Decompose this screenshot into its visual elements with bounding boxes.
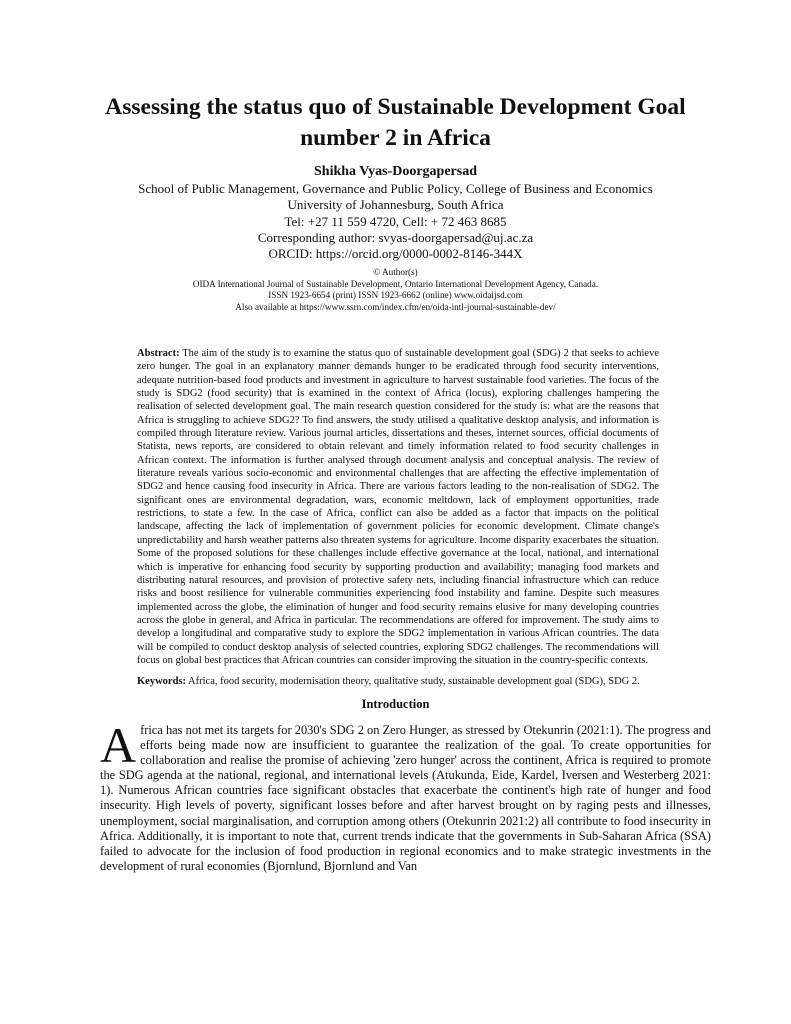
keywords bbox=[137, 675, 659, 688]
author-affiliation: School of Public Management, Governance and Public Policy, College of Business and Economics bbox=[138, 181, 653, 196]
title-line-2: number 2 in Africa bbox=[300, 125, 491, 151]
author-orcid: ORCID: https://orcid.org/0000-0002-8146-344X bbox=[268, 246, 523, 262]
keywords-text: Africa, food security, modernisation theory, qualitative study, sustainable development goal (SDG), SDG 2. bbox=[188, 676, 640, 687]
journal-info bbox=[90, 267, 701, 313]
introduction-text: frica has not met its targets for 2030's SDG 2 on Zero Hunger, as stressed by Otekunrin (2021:1). The progress and efforts being made now are insufficient to guarantee the realization of the goal. To create opportunities for collaboration and realise the promise of achieving 'zero hunger' across the continent, Africa is required to promote the SDG agenda at the national, regional, and international levels (Atukunda, Eide, Kardel, Iversen and Westerberg 2021: 1). Numerous African countries face significant obstacles that exacerbate the continent's high rate of hunger and food insecurity. High levels of poverty, significant losses before and after harvest brought on by raging pests and illnesses, unemployment, social marginalisation, and corruption among others (Otekunrin 2021:2) all contribute to food insecurity in Africa. Additionally, it is important to note that, current trends indicate that the governments in Sub-Saharan Africa (SSA) failed to advocate for the inclusion of food production in regional economics and to make strategic investments in the development of rural economies (Bjornlund, Bjornlund and Van bbox=[100, 723, 711, 873]
keywords-label: Keywords: bbox=[137, 676, 186, 687]
introduction-paragraph bbox=[100, 717, 711, 874]
copyright-line: © Author(s) bbox=[373, 267, 418, 277]
drop-cap: A bbox=[100, 717, 137, 773]
availability-line: Also available at https://www.ssrn.com/index.cfm/en/oida-intl-journal-sustainable-dev/ bbox=[235, 301, 556, 312]
author-email: Corresponding author: svyas-doorgapersad@uj.ac.za bbox=[257, 229, 534, 245]
introduction-heading: Introduction bbox=[361, 697, 430, 711]
abstract bbox=[137, 347, 659, 667]
author-name: Shikha Vyas-Doorgapersad bbox=[314, 164, 477, 179]
author-phone: Tel: +27 11 559 4720, Cell: + 72 463 8685 bbox=[284, 213, 507, 229]
journal-name: OIDA International Journal of Sustainable Development, Ontario International Development Agency, Canada. bbox=[192, 278, 599, 289]
abstract-label: Abstract: bbox=[137, 348, 180, 359]
author-block bbox=[90, 162, 701, 262]
author-university: University of Johannesburg, South Africa bbox=[287, 197, 504, 213]
issn-line: ISSN 1923-6654 (print) ISSN 1923-6662 (online) www.oidaijsd.com bbox=[268, 290, 523, 301]
abstract-text: The aim of the study is to examine the status quo of sustainable development goal (SDG) 2 that seeks to achieve zero hunger. The goal in an explanatory manner demands hunger to be eradicated through food security interventions, adequate nutrition-based food products and investment in agriculture to harvest sustainable food varieties. The focus of the study is SDG2 (food security) that is examined in the context of Africa (locus), exploring challenges hampering the realisation of selected development goal. The main research question considered for the study is: what are the reasons that Africa is struggling to achieve SDG2? To find answers, the study utilised a qualitative desktop analysis, and information is compiled through literature review. Various journal articles, dissertations and theses, internet sources, official documents of Statista, news reports, are considered to obtain relevant and timely information related to food security challenges in African context. The information is further analysed through document analysis and conceptual analysis. The review of literature reveals various socio-economic and environmental challenges that are affecting the effective implementation of SDG2 and hence causing food insecurity in Africa. There are various factors leading to the non-realisation of SDG2. The significant ones are environmental degradation, wars, economic meltdown, lack of employment opportunities, trade restrictions, to state a few. In the case of Africa, conflict can also be added as a factor that impacts on the political landscape, affecting the lack of implementation of government policies for economic development. Climate change's unpredictability and harsh weather patterns also threaten systems for agriculture. Income disparity exacerbates the situation. Some of the proposed solutions for these challenges include effective governance at the local, national, and international which is imperative for enhancing food security by supporting production and availability; managing food markets and distributing natural resources, and provision of protective safety nets, including financial infrastructure which can reduce risks and boost resilience for vulnerable communities experiencing food instability and famine. Despite such measures implemented across the globe, the elimination of hunger and food security remains elusive for many developing countries across the globe in general, and Africa in particular. The recommendations are offered for improvement. The study aims to develop a longitudinal and comparative study to explore the SDG2 implementation in various African countries. The data will be compiled to conduct desktop analysis of selected countries, exploring SDG2 challenges. The recommendations will focus on global best practices that African countries can consider improving the situation in the country-specific contexts. bbox=[137, 348, 659, 666]
paper-title bbox=[80, 92, 711, 154]
title-line-1: Assessing the status quo of Sustainable Development Goal bbox=[105, 94, 686, 120]
